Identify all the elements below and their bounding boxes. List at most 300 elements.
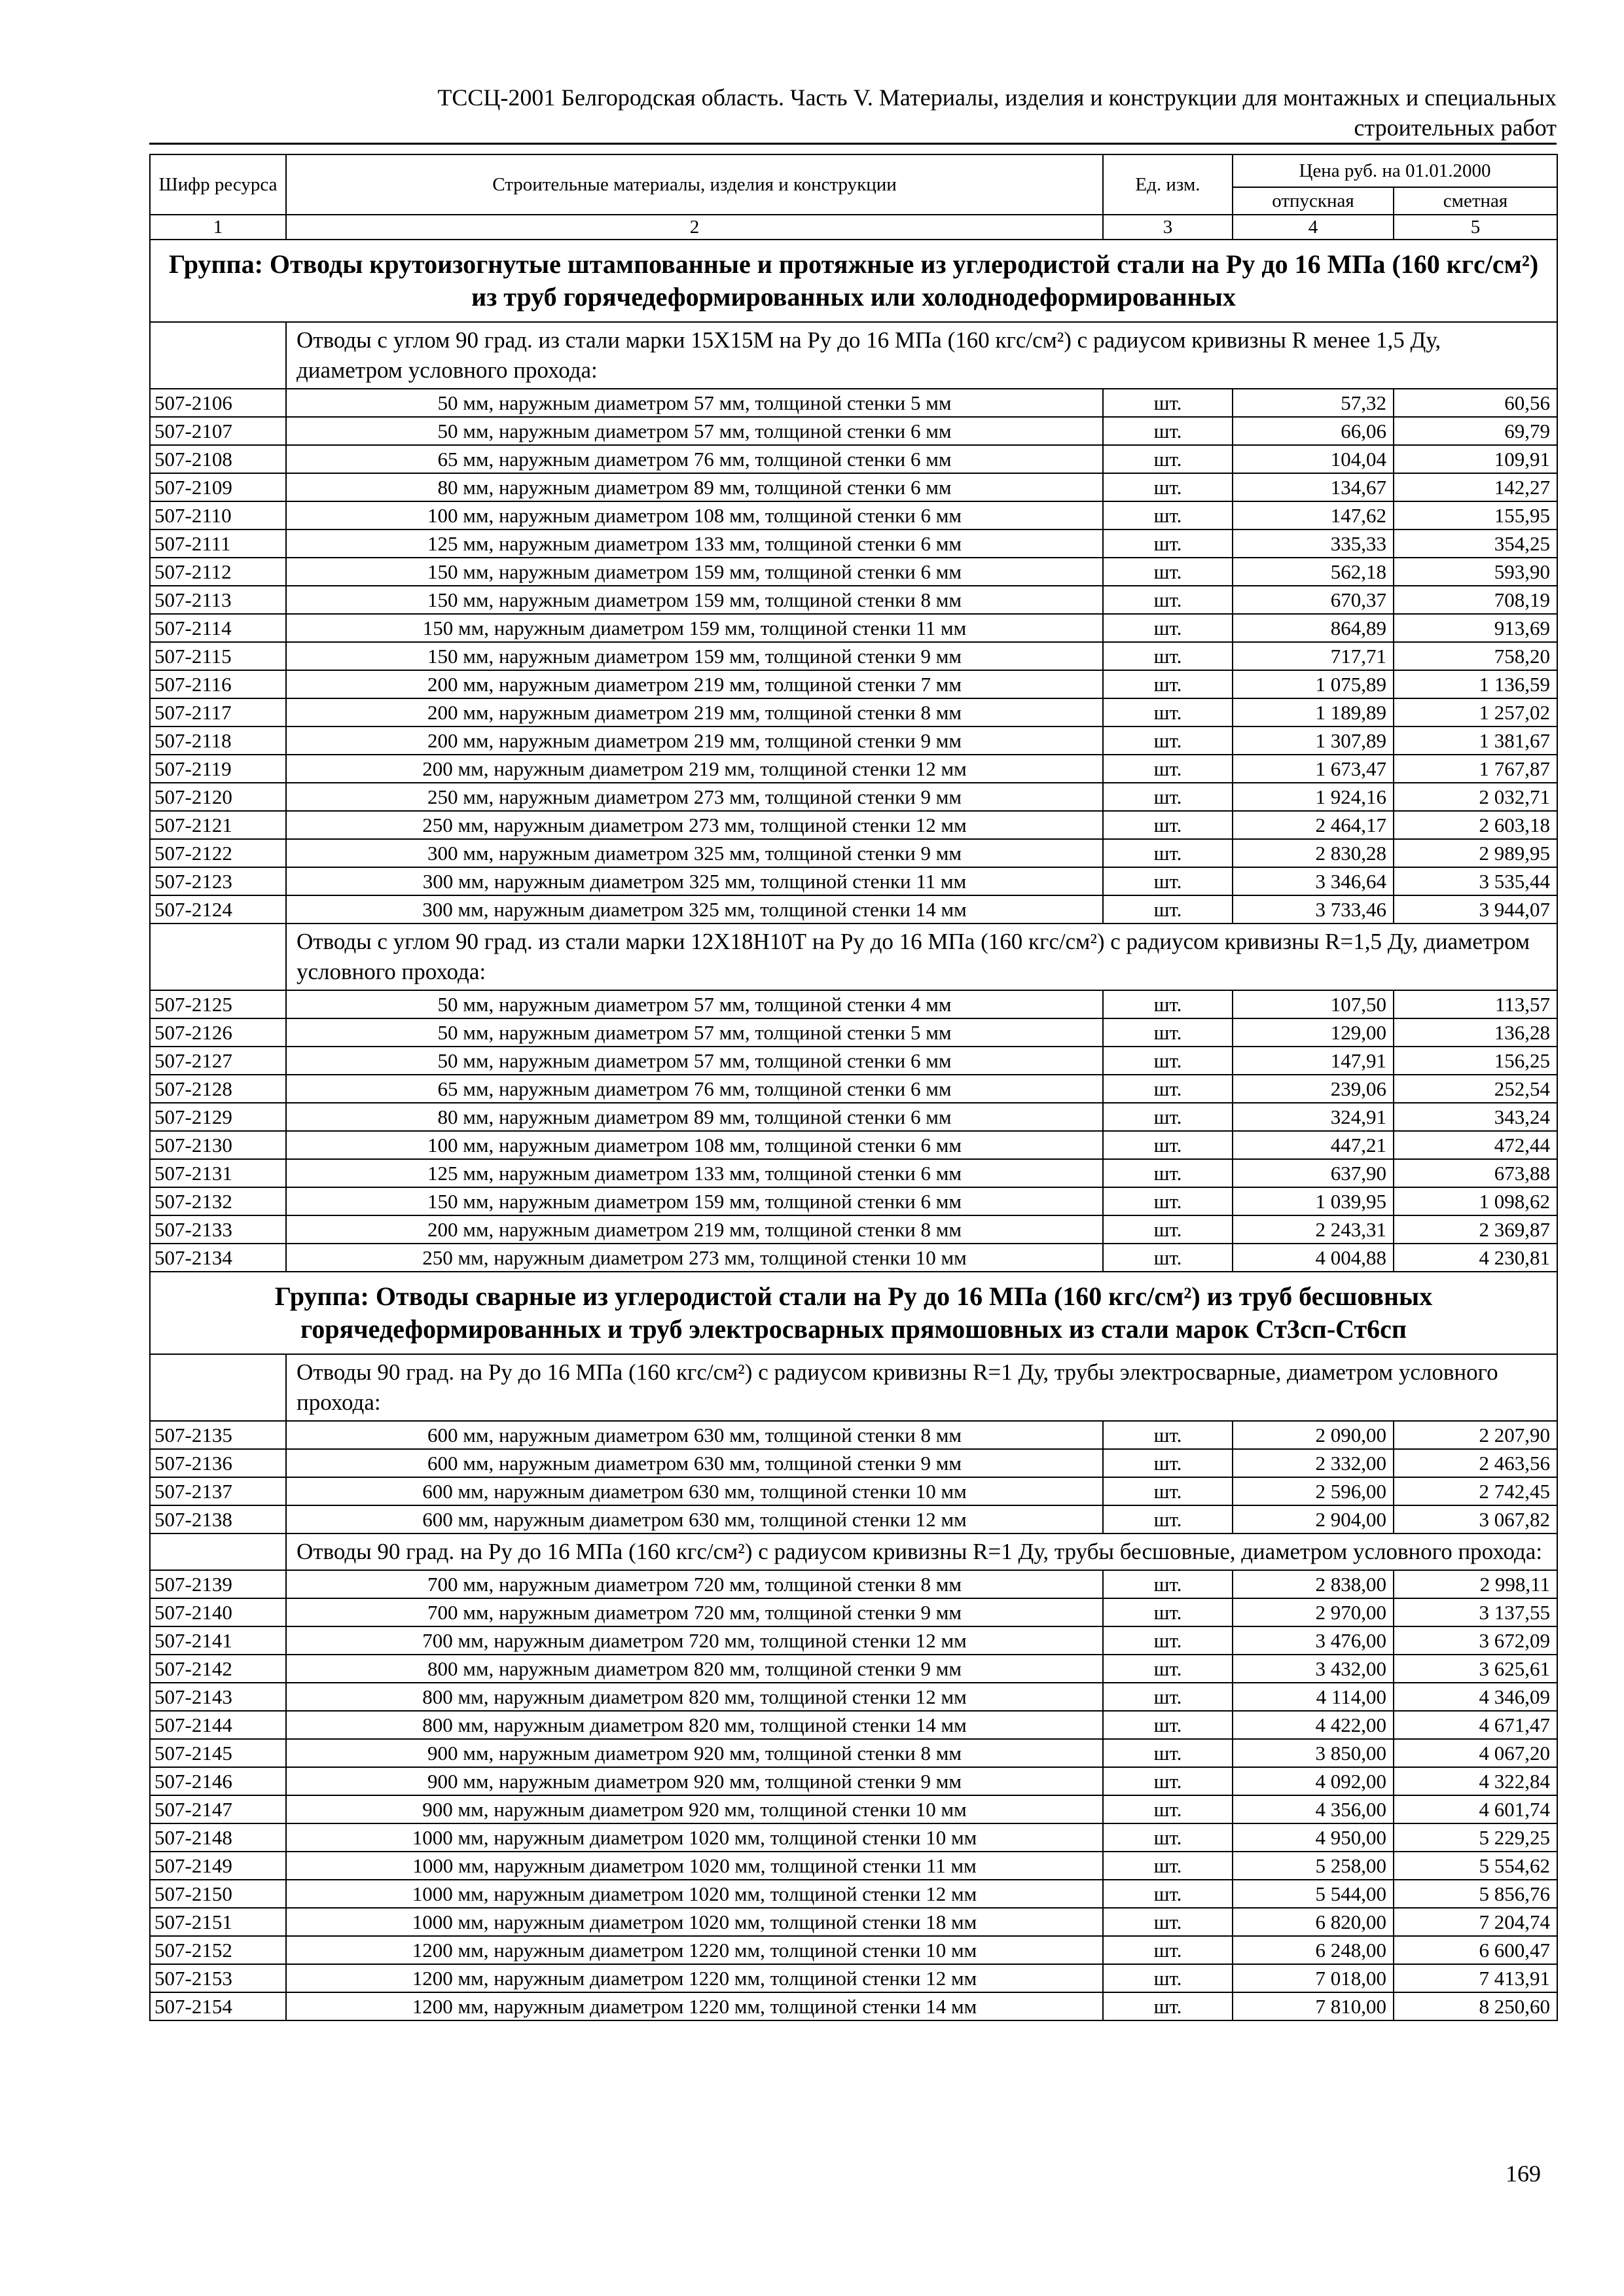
estimate-price: 4 671,47 <box>1394 1711 1557 1739</box>
unit-of-measure: шт. <box>1103 558 1233 586</box>
release-price: 4 092,00 <box>1233 1767 1394 1795</box>
item-description: 1000 мм, наружным диаметром 1020 мм, толщиной стенки 18 мм <box>286 1908 1103 1936</box>
release-price: 4 422,00 <box>1233 1711 1394 1739</box>
unit-of-measure: шт. <box>1103 1018 1233 1047</box>
resource-code: 507-2109 <box>150 473 286 501</box>
unit-of-measure: шт. <box>1103 1823 1233 1852</box>
estimate-price: 3 672,09 <box>1394 1626 1557 1655</box>
resource-code: 507-2110 <box>150 501 286 529</box>
unit-of-measure: шт. <box>1103 1964 1233 1992</box>
item-description: 50 мм, наружным диаметром 57 мм, толщиной стенки 5 мм <box>286 1018 1103 1047</box>
subgroup-heading: Отводы 90 град. на Ру до 16 МПа (160 кгс/см²) с радиусом кривизны R=1 Ду, трубы бесшовные, диаметром условного прохода: <box>286 1534 1557 1570</box>
resource-code: 507-2118 <box>150 726 286 755</box>
table-row <box>150 783 1557 811</box>
estimate-price: 2 989,95 <box>1394 839 1557 867</box>
unit-of-measure: шт. <box>1103 586 1233 614</box>
table-row <box>150 445 1557 473</box>
item-description: 800 мм, наружным диаметром 820 мм, толщиной стенки 14 мм <box>286 1711 1103 1739</box>
estimate-price: 2 463,56 <box>1394 1449 1557 1477</box>
estimate-price: 4 322,84 <box>1394 1767 1557 1795</box>
estimate-price: 4 346,09 <box>1394 1683 1557 1711</box>
unit-of-measure: шт. <box>1103 642 1233 670</box>
resource-code: 507-2145 <box>150 1739 286 1767</box>
resource-code: 507-2122 <box>150 839 286 867</box>
table-row <box>150 670 1557 698</box>
resource-code: 507-2151 <box>150 1908 286 1936</box>
estimate-price: 472,44 <box>1394 1131 1557 1159</box>
table-row <box>150 1655 1557 1683</box>
group-heading-row <box>150 1272 1557 1354</box>
resource-code: 507-2137 <box>150 1477 286 1505</box>
release-price: 1 039,95 <box>1233 1187 1394 1215</box>
estimate-price: 354,25 <box>1394 529 1557 558</box>
resource-code: 507-2152 <box>150 1936 286 1964</box>
unit-of-measure: шт. <box>1103 755 1233 783</box>
unit-of-measure: шт. <box>1103 1795 1233 1823</box>
item-description: 80 мм, наружным диаметром 89 мм, толщиной стенки 6 мм <box>286 1103 1103 1131</box>
release-price: 5 258,00 <box>1233 1852 1394 1880</box>
estimate-price: 8 250,60 <box>1394 1992 1557 2020</box>
subgroup-heading: Отводы с углом 90 град. из стали марки 12Х18Н10Т на Ру до 16 МПа (160 кгс/см²) с радиусом кривизны R=1,5 Ду, диаметром условного прохода: <box>286 924 1557 990</box>
unit-of-measure: шт. <box>1103 1655 1233 1683</box>
estimate-price: 2 742,45 <box>1394 1477 1557 1505</box>
release-price: 7 018,00 <box>1233 1964 1394 1992</box>
unit-of-measure: шт. <box>1103 1598 1233 1626</box>
unit-of-measure: шт. <box>1103 698 1233 726</box>
table-row <box>150 867 1557 895</box>
table-row <box>150 698 1557 726</box>
resource-code: 507-2150 <box>150 1880 286 1908</box>
price-table <box>149 154 1558 2021</box>
release-price: 324,91 <box>1233 1103 1394 1131</box>
estimate-price: 3 535,44 <box>1394 867 1557 895</box>
release-price: 3 432,00 <box>1233 1655 1394 1683</box>
unit-of-measure: шт. <box>1103 783 1233 811</box>
unit-of-measure: шт. <box>1103 1936 1233 1964</box>
table-row <box>150 1880 1557 1908</box>
estimate-price: 4 067,20 <box>1394 1739 1557 1767</box>
item-description: 65 мм, наружным диаметром 76 мм, толщиной стенки 6 мм <box>286 1075 1103 1103</box>
item-description: 300 мм, наружным диаметром 325 мм, толщиной стенки 11 мм <box>286 867 1103 895</box>
item-description: 300 мм, наружным диаметром 325 мм, толщиной стенки 9 мм <box>286 839 1103 867</box>
release-price: 147,62 <box>1233 501 1394 529</box>
table-row <box>150 586 1557 614</box>
table-row <box>150 1570 1557 1598</box>
table-row <box>150 1505 1557 1534</box>
col-header-name: Строительные материалы, изделия и конструкции <box>286 154 1103 215</box>
table-row <box>150 473 1557 501</box>
resource-code: 507-2130 <box>150 1131 286 1159</box>
item-description: 150 мм, наружным диаметром 159 мм, толщиной стенки 8 мм <box>286 586 1103 614</box>
subgroup-heading-row <box>150 1534 1557 1570</box>
table-row <box>150 1936 1557 1964</box>
resource-code: 507-2125 <box>150 990 286 1018</box>
header-subtitle: строительных работ <box>1354 115 1557 141</box>
resource-code: 507-2129 <box>150 1103 286 1131</box>
item-description: 200 мм, наружным диаметром 219 мм, толщиной стенки 9 мм <box>286 726 1103 755</box>
table-row <box>150 1159 1557 1187</box>
table-row <box>150 501 1557 529</box>
item-description: 150 мм, наружным диаметром 159 мм, толщиной стенки 11 мм <box>286 614 1103 642</box>
table-row <box>150 1215 1557 1244</box>
unit-of-measure: шт. <box>1103 1187 1233 1215</box>
release-price: 2 904,00 <box>1233 1505 1394 1534</box>
page-header <box>149 82 1557 145</box>
column-number: 3 <box>1103 215 1233 240</box>
resource-code: 507-2142 <box>150 1655 286 1683</box>
item-description: 900 мм, наружным диаметром 920 мм, толщиной стенки 10 мм <box>286 1795 1103 1823</box>
estimate-price: 109,91 <box>1394 445 1557 473</box>
release-price: 2 830,28 <box>1233 839 1394 867</box>
estimate-price: 758,20 <box>1394 642 1557 670</box>
table-row <box>150 755 1557 783</box>
item-description: 200 мм, наружным диаметром 219 мм, толщиной стенки 8 мм <box>286 1215 1103 1244</box>
release-price: 2 332,00 <box>1233 1449 1394 1477</box>
page-number: 169 <box>1506 2161 1541 2187</box>
estimate-price: 3 625,61 <box>1394 1655 1557 1683</box>
table-row <box>150 726 1557 755</box>
unit-of-measure: шт. <box>1103 1711 1233 1739</box>
item-description: 1200 мм, наружным диаметром 1220 мм, толщиной стенки 12 мм <box>286 1964 1103 1992</box>
resource-code: 507-2127 <box>150 1047 286 1075</box>
col-header-release: отпускная <box>1233 187 1394 215</box>
estimate-price: 155,95 <box>1394 501 1557 529</box>
release-price: 670,37 <box>1233 586 1394 614</box>
unit-of-measure: шт. <box>1103 1449 1233 1477</box>
unit-of-measure: шт. <box>1103 1047 1233 1075</box>
unit-of-measure: шт. <box>1103 501 1233 529</box>
resource-code: 507-2141 <box>150 1626 286 1655</box>
resource-code: 507-2144 <box>150 1711 286 1739</box>
release-price: 107,50 <box>1233 990 1394 1018</box>
table-body <box>150 240 1557 2020</box>
release-price: 2 464,17 <box>1233 811 1394 839</box>
resource-code: 507-2128 <box>150 1075 286 1103</box>
estimate-price: 7 204,74 <box>1394 1908 1557 1936</box>
resource-code: 507-2154 <box>150 1992 286 2020</box>
subgroup-heading: Отводы с углом 90 град. из стали марки 15Х15М на Ру до 16 МПа (160 кгс/см²) с радиусом кривизны R менее 1,5 Ду, диаметром условного прохода: <box>286 322 1557 389</box>
table-row <box>150 1992 1557 2020</box>
table-row <box>150 417 1557 445</box>
release-price: 335,33 <box>1233 529 1394 558</box>
item-description: 600 мм, наружным диаметром 630 мм, толщиной стенки 12 мм <box>286 1505 1103 1534</box>
table-row <box>150 1964 1557 1992</box>
estimate-price: 5 554,62 <box>1394 1852 1557 1880</box>
estimate-price: 1 381,67 <box>1394 726 1557 755</box>
estimate-price: 2 032,71 <box>1394 783 1557 811</box>
unit-of-measure: шт. <box>1103 389 1233 417</box>
estimate-price: 4 601,74 <box>1394 1795 1557 1823</box>
release-price: 3 850,00 <box>1233 1739 1394 1767</box>
resource-code: 507-2106 <box>150 389 286 417</box>
release-price: 3 733,46 <box>1233 895 1394 924</box>
group-heading: Группа: Отводы сварные из углеродистой стали на Ру до 16 МПа (160 кгс/см²) из труб бесшовных горячедеформированных и труб электросварных прямошовных из стали марок Ст3сп-Ст6сп <box>150 1272 1557 1354</box>
table-row <box>150 1244 1557 1272</box>
release-price: 4 950,00 <box>1233 1823 1394 1852</box>
resource-code: 507-2120 <box>150 783 286 811</box>
estimate-price: 252,54 <box>1394 1075 1557 1103</box>
estimate-price: 3 944,07 <box>1394 895 1557 924</box>
item-description: 125 мм, наружным диаметром 133 мм, толщиной стенки 6 мм <box>286 1159 1103 1187</box>
release-price: 7 810,00 <box>1233 1992 1394 2020</box>
release-price: 3 476,00 <box>1233 1626 1394 1655</box>
unit-of-measure: шт. <box>1103 1880 1233 1908</box>
release-price: 2 596,00 <box>1233 1477 1394 1505</box>
resource-code: 507-2115 <box>150 642 286 670</box>
item-description: 50 мм, наружным диаметром 57 мм, толщиной стенки 6 мм <box>286 417 1103 445</box>
table-row <box>150 1908 1557 1936</box>
table-row <box>150 1598 1557 1626</box>
release-price: 4 114,00 <box>1233 1683 1394 1711</box>
release-price: 66,06 <box>1233 417 1394 445</box>
resource-code: 507-2143 <box>150 1683 286 1711</box>
estimate-price: 6 600,47 <box>1394 1936 1557 1964</box>
item-description: 150 мм, наружным диаметром 159 мм, толщиной стенки 9 мм <box>286 642 1103 670</box>
estimate-price: 3 067,82 <box>1394 1505 1557 1534</box>
resource-code: 507-2132 <box>150 1187 286 1215</box>
item-description: 1200 мм, наружным диаметром 1220 мм, толщиной стенки 14 мм <box>286 1992 1103 2020</box>
estimate-price: 1 136,59 <box>1394 670 1557 698</box>
table-row <box>150 1449 1557 1477</box>
resource-code: 507-2119 <box>150 755 286 783</box>
resource-code: 507-2149 <box>150 1852 286 1880</box>
release-price: 1 307,89 <box>1233 726 1394 755</box>
item-description: 250 мм, наружным диаметром 273 мм, толщиной стенки 9 мм <box>286 783 1103 811</box>
item-description: 50 мм, наружным диаметром 57 мм, толщиной стенки 6 мм <box>286 1047 1103 1075</box>
table-row <box>150 895 1557 924</box>
estimate-price: 2 369,87 <box>1394 1215 1557 1244</box>
item-description: 800 мм, наружным диаметром 820 мм, толщиной стенки 12 мм <box>286 1683 1103 1711</box>
item-description: 200 мм, наружным диаметром 219 мм, толщиной стенки 7 мм <box>286 670 1103 698</box>
resource-code: 507-2114 <box>150 614 286 642</box>
release-price: 57,32 <box>1233 389 1394 417</box>
estimate-price: 593,90 <box>1394 558 1557 586</box>
item-description: 200 мм, наружным диаметром 219 мм, толщиной стенки 8 мм <box>286 698 1103 726</box>
unit-of-measure: шт. <box>1103 417 1233 445</box>
table-row <box>150 990 1557 1018</box>
resource-code: 507-2147 <box>150 1795 286 1823</box>
unit-of-measure: шт. <box>1103 1683 1233 1711</box>
unit-of-measure: шт. <box>1103 1244 1233 1272</box>
release-price: 104,04 <box>1233 445 1394 473</box>
estimate-price: 142,27 <box>1394 473 1557 501</box>
unit-of-measure: шт. <box>1103 990 1233 1018</box>
item-description: 150 мм, наружным диаметром 159 мм, толщиной стенки 6 мм <box>286 558 1103 586</box>
unit-of-measure: шт. <box>1103 1570 1233 1598</box>
estimate-price: 2 603,18 <box>1394 811 1557 839</box>
unit-of-measure: шт. <box>1103 1075 1233 1103</box>
unit-of-measure: шт. <box>1103 1477 1233 1505</box>
estimate-price: 156,25 <box>1394 1047 1557 1075</box>
estimate-price: 2 998,11 <box>1394 1570 1557 1598</box>
unit-of-measure: шт. <box>1103 1215 1233 1244</box>
item-description: 1000 мм, наружным диаметром 1020 мм, толщиной стенки 10 мм <box>286 1823 1103 1852</box>
item-description: 200 мм, наружным диаметром 219 мм, толщиной стенки 12 мм <box>286 755 1103 783</box>
table-row <box>150 1047 1557 1075</box>
release-price: 6 248,00 <box>1233 1936 1394 1964</box>
item-description: 1000 мм, наружным диаметром 1020 мм, толщиной стенки 11 мм <box>286 1852 1103 1880</box>
release-price: 1 189,89 <box>1233 698 1394 726</box>
resource-code: 507-2153 <box>150 1964 286 1992</box>
table-row <box>150 1739 1557 1767</box>
item-description: 900 мм, наружным диаметром 920 мм, толщиной стенки 9 мм <box>286 1767 1103 1795</box>
resource-code: 507-2111 <box>150 529 286 558</box>
item-description: 50 мм, наружным диаметром 57 мм, толщиной стенки 4 мм <box>286 990 1103 1018</box>
item-description: 600 мм, наружным диаметром 630 мм, толщиной стенки 9 мм <box>286 1449 1103 1477</box>
release-price: 1 673,47 <box>1233 755 1394 783</box>
unit-of-measure: шт. <box>1103 445 1233 473</box>
item-description: 300 мм, наружным диаметром 325 мм, толщиной стенки 14 мм <box>286 895 1103 924</box>
item-description: 250 мм, наружным диаметром 273 мм, толщиной стенки 12 мм <box>286 811 1103 839</box>
item-description: 150 мм, наружным диаметром 159 мм, толщиной стенки 6 мм <box>286 1187 1103 1215</box>
table-row <box>150 1131 1557 1159</box>
unit-of-measure: шт. <box>1103 529 1233 558</box>
resource-code: 507-2121 <box>150 811 286 839</box>
subgroup-code-cell <box>150 924 286 990</box>
column-number-row <box>150 215 1557 240</box>
table-row <box>150 1823 1557 1852</box>
unit-of-measure: шт. <box>1103 1852 1233 1880</box>
resource-code: 507-2117 <box>150 698 286 726</box>
item-description: 600 мм, наружным диаметром 630 мм, толщиной стенки 8 мм <box>286 1421 1103 1449</box>
item-description: 65 мм, наружным диаметром 76 мм, толщиной стенки 6 мм <box>286 445 1103 473</box>
item-description: 800 мм, наружным диаметром 820 мм, толщиной стенки 9 мм <box>286 1655 1103 1683</box>
table-row <box>150 1626 1557 1655</box>
subgroup-heading-row <box>150 924 1557 990</box>
resource-code: 507-2146 <box>150 1767 286 1795</box>
resource-code: 507-2131 <box>150 1159 286 1187</box>
table-row <box>150 811 1557 839</box>
table-row <box>150 1711 1557 1739</box>
release-price: 2 970,00 <box>1233 1598 1394 1626</box>
release-price: 239,06 <box>1233 1075 1394 1103</box>
unit-of-measure: шт. <box>1103 1421 1233 1449</box>
release-price: 717,71 <box>1233 642 1394 670</box>
unit-of-measure: шт. <box>1103 1159 1233 1187</box>
item-description: 900 мм, наружным диаметром 920 мм, толщиной стенки 8 мм <box>286 1739 1103 1767</box>
table-row <box>150 642 1557 670</box>
table-row <box>150 1477 1557 1505</box>
resource-code: 507-2135 <box>150 1421 286 1449</box>
release-price: 2 838,00 <box>1233 1570 1394 1598</box>
unit-of-measure: шт. <box>1103 1131 1233 1159</box>
header-title: ТССЦ-2001 Белгородская область. Часть V. Материалы, изделия и конструкции для монтажных и специальных <box>437 84 1557 111</box>
unit-of-measure: шт. <box>1103 473 1233 501</box>
resource-code: 507-2140 <box>150 1598 286 1626</box>
estimate-price: 7 413,91 <box>1394 1964 1557 1992</box>
table-row <box>150 389 1557 417</box>
release-price: 147,91 <box>1233 1047 1394 1075</box>
estimate-price: 3 137,55 <box>1394 1598 1557 1626</box>
subgroup-code-cell <box>150 1534 286 1570</box>
estimate-price: 5 229,25 <box>1394 1823 1557 1852</box>
table-row <box>150 1187 1557 1215</box>
column-number: 5 <box>1394 215 1557 240</box>
item-description: 250 мм, наружным диаметром 273 мм, толщиной стенки 10 мм <box>286 1244 1103 1272</box>
table-row <box>150 839 1557 867</box>
resource-code: 507-2134 <box>150 1244 286 1272</box>
release-price: 447,21 <box>1233 1131 1394 1159</box>
resource-code: 507-2124 <box>150 895 286 924</box>
release-price: 2 243,31 <box>1233 1215 1394 1244</box>
subgroup-heading-row <box>150 1354 1557 1421</box>
release-price: 2 090,00 <box>1233 1421 1394 1449</box>
item-description: 100 мм, наружным диаметром 108 мм, толщиной стенки 6 мм <box>286 501 1103 529</box>
estimate-price: 1 257,02 <box>1394 698 1557 726</box>
col-header-unit: Ед. изм. <box>1103 154 1233 215</box>
item-description: 1200 мм, наружным диаметром 1220 мм, толщиной стенки 10 мм <box>286 1936 1103 1964</box>
release-price: 3 346,64 <box>1233 867 1394 895</box>
resource-code: 507-2133 <box>150 1215 286 1244</box>
unit-of-measure: шт. <box>1103 867 1233 895</box>
resource-code: 507-2113 <box>150 586 286 614</box>
release-price: 5 544,00 <box>1233 1880 1394 1908</box>
unit-of-measure: шт. <box>1103 1505 1233 1534</box>
estimate-price: 1 098,62 <box>1394 1187 1557 1215</box>
unit-of-measure: шт. <box>1103 670 1233 698</box>
column-number: 4 <box>1233 215 1394 240</box>
group-heading-row <box>150 240 1557 322</box>
item-description: 700 мм, наружным диаметром 720 мм, толщиной стенки 12 мм <box>286 1626 1103 1655</box>
unit-of-measure: шт. <box>1103 1767 1233 1795</box>
estimate-price: 2 207,90 <box>1394 1421 1557 1449</box>
item-description: 600 мм, наружным диаметром 630 мм, толщиной стенки 10 мм <box>286 1477 1103 1505</box>
release-price: 6 820,00 <box>1233 1908 1394 1936</box>
estimate-price: 913,69 <box>1394 614 1557 642</box>
table-row <box>150 1075 1557 1103</box>
estimate-price: 60,56 <box>1394 389 1557 417</box>
resource-code: 507-2123 <box>150 867 286 895</box>
estimate-price: 113,57 <box>1394 990 1557 1018</box>
subgroup-code-cell <box>150 322 286 389</box>
estimate-price: 4 230,81 <box>1394 1244 1557 1272</box>
unit-of-measure: шт. <box>1103 811 1233 839</box>
item-description: 700 мм, наружным диаметром 720 мм, толщиной стенки 9 мм <box>286 1598 1103 1626</box>
col-header-price: Цена руб. на 01.01.2000 <box>1233 154 1557 187</box>
item-description: 1000 мм, наружным диаметром 1020 мм, толщиной стенки 12 мм <box>286 1880 1103 1908</box>
release-price: 1 924,16 <box>1233 783 1394 811</box>
estimate-price: 5 856,76 <box>1394 1880 1557 1908</box>
resource-code: 507-2107 <box>150 417 286 445</box>
table-row <box>150 1421 1557 1449</box>
resource-code: 507-2136 <box>150 1449 286 1477</box>
unit-of-measure: шт. <box>1103 839 1233 867</box>
table-row <box>150 529 1557 558</box>
resource-code: 507-2112 <box>150 558 286 586</box>
resource-code: 507-2139 <box>150 1570 286 1598</box>
item-description: 125 мм, наружным диаметром 133 мм, толщиной стенки 6 мм <box>286 529 1103 558</box>
release-price: 1 075,89 <box>1233 670 1394 698</box>
release-price: 129,00 <box>1233 1018 1394 1047</box>
release-price: 562,18 <box>1233 558 1394 586</box>
table-row <box>150 1795 1557 1823</box>
table-row <box>150 558 1557 586</box>
unit-of-measure: шт. <box>1103 726 1233 755</box>
column-number: 1 <box>150 215 286 240</box>
unit-of-measure: шт. <box>1103 1992 1233 2020</box>
unit-of-measure: шт. <box>1103 1908 1233 1936</box>
table-row <box>150 1767 1557 1795</box>
release-price: 864,89 <box>1233 614 1394 642</box>
subgroup-heading-row <box>150 322 1557 389</box>
unit-of-measure: шт. <box>1103 1626 1233 1655</box>
release-price: 134,67 <box>1233 473 1394 501</box>
resource-code: 507-2116 <box>150 670 286 698</box>
item-description: 80 мм, наружным диаметром 89 мм, толщиной стенки 6 мм <box>286 473 1103 501</box>
resource-code: 507-2138 <box>150 1505 286 1534</box>
estimate-price: 673,88 <box>1394 1159 1557 1187</box>
resource-code: 507-2108 <box>150 445 286 473</box>
